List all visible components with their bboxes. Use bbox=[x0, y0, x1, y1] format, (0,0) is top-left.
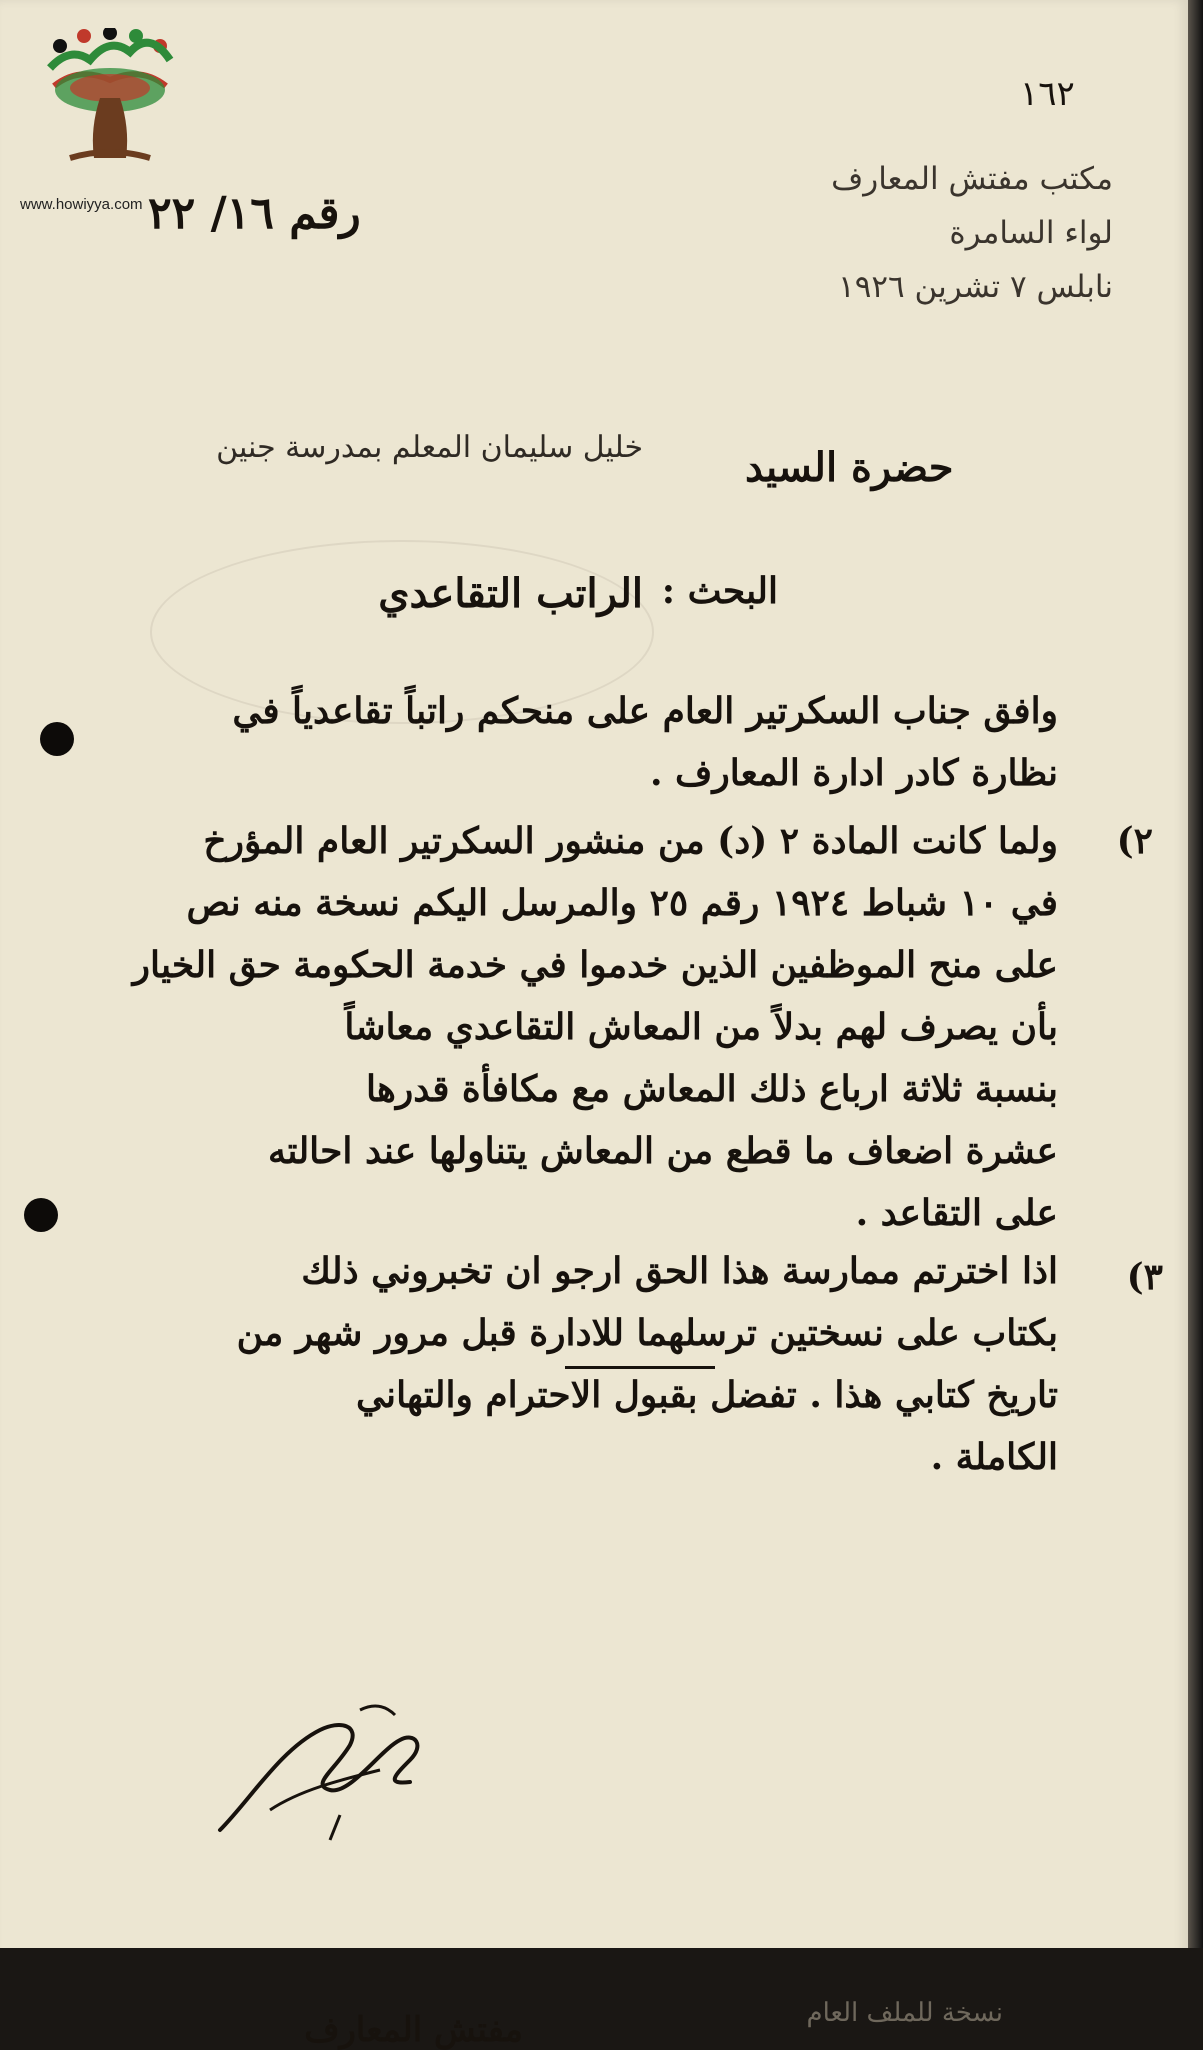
paragraph-line: على منح الموظفين الذين خدموا في خدمة الحكومة حق الخيار bbox=[132, 944, 1058, 986]
paragraph-line: بنسبة ثلاثة ارباع ذلك المعاش مع مكافأة قدرها bbox=[365, 1068, 1058, 1110]
page-edge-bottom bbox=[0, 1948, 1203, 1962]
underline-mark bbox=[565, 1366, 715, 1369]
signature-title: مفتش المعارف bbox=[304, 2010, 523, 2050]
addressee-name: خليل سليمان المعلم بمدرسة جنين bbox=[216, 430, 643, 465]
punch-hole bbox=[24, 1198, 58, 1232]
paragraph-2 bbox=[133, 810, 1058, 1244]
subject-label: البحث : bbox=[661, 570, 778, 612]
paragraph-line: بأن يصرف لهم بدلاً من المعاش التقاعدي معاشاً bbox=[344, 1006, 1058, 1048]
paragraph-line: تاريخ كتابي هذا . تفضل بقبول الاحترام والتهاني bbox=[356, 1374, 1058, 1416]
paragraph-line: في ١٠ شباط ١٩٢٤ رقم ٢٥ والمرسل اليكم نسخة منه نص bbox=[186, 882, 1058, 924]
subject-value: الراتب التقاعدي bbox=[378, 570, 643, 617]
reference-number: رقم ١٦/ ٢٢ bbox=[148, 188, 361, 239]
paragraph-line: اذا اخترتم ممارسة هذا الحق ارجو ان تخبروني ذلك bbox=[301, 1250, 1058, 1292]
paragraph-number: ٣) bbox=[1126, 1256, 1163, 1298]
paragraph-line: ولما كانت المادة ٢ (د) من منشور السكرتير العام المؤرخ bbox=[203, 820, 1058, 862]
issuing-office bbox=[831, 152, 1113, 314]
page-edge bbox=[1188, 0, 1203, 1962]
paragraph-3 bbox=[237, 1240, 1058, 1488]
howiyya-tree-logo bbox=[40, 28, 180, 178]
paragraph-line: بكتاب على نسختين ترسلهما للادارة قبل مرور شهر من bbox=[236, 1312, 1058, 1354]
office-line: نابلس ٧ تشرين ١٩٢٦ bbox=[838, 269, 1113, 305]
office-line: لواء السامرة bbox=[949, 215, 1113, 251]
paragraph-line: على التقاعد . bbox=[855, 1192, 1058, 1234]
paragraph-line: نظارة كادر ادارة المعارف . bbox=[649, 752, 1058, 794]
paragraph-line: وافق جناب السكرتير العام على منحكم راتباً تقاعدياً في bbox=[232, 690, 1058, 732]
paragraph-number: ٢) bbox=[1116, 820, 1153, 862]
page-number: ١٦٢ bbox=[1020, 74, 1075, 114]
paragraph-line: عشرة اضعاف ما قطع من المعاش يتناولها عند احالته bbox=[268, 1130, 1058, 1172]
paragraph-line: الكاملة . bbox=[930, 1436, 1058, 1478]
paragraph-1 bbox=[232, 680, 1058, 804]
office-line: مكتب مفتش المعارف bbox=[831, 161, 1113, 197]
addressee-label: حضرة السيد bbox=[745, 444, 954, 491]
file-copy-note: نسخة للملف العام bbox=[806, 1998, 1003, 2028]
punch-hole bbox=[40, 722, 74, 756]
logo-url: www.howiyya.com bbox=[20, 196, 143, 213]
handwritten-signature bbox=[210, 1690, 450, 1850]
